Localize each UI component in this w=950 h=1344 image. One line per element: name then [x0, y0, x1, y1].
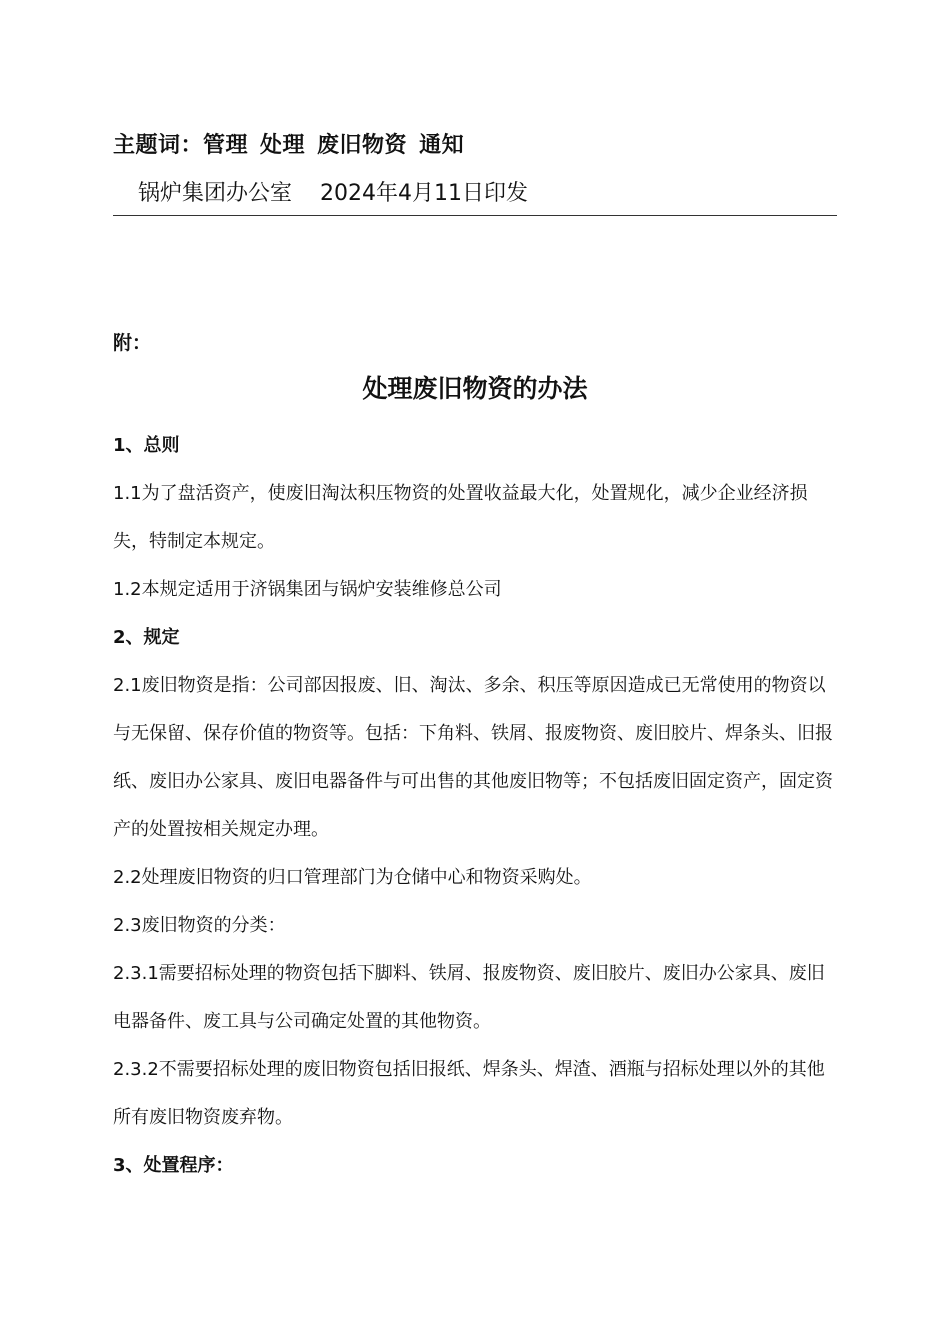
section-heading: 2、规定	[113, 627, 180, 648]
paragraph: 1.2本规定适用于济锅集团与锅炉安装维修总公司	[113, 579, 502, 600]
attachment-label: 附：	[113, 332, 152, 354]
subject-keyword: 废旧物资	[317, 133, 408, 158]
paragraph: 2.1废旧物资是指：公司部因报废、旧、淘汰、多余、积压等原因造成已无常使用的物资以与无保留、保存价值的物资等。包括：下角料、铁屑、报废物资、废旧胶片、焊条头、旧报纸、废旧办公家具、废旧电器备件与可出售的其他废旧物等；不包括废旧固定资产，固定资产的处置按相关规定办理。	[113, 675, 833, 840]
subject-keyword: 通知	[419, 133, 465, 158]
document-body	[113, 422, 839, 1190]
paragraph: 1.1为了盘活资产，使废旧淘汰积压物资的处置收益最大化，处置规化，减少企业经济损失，特制定本规定。	[113, 483, 808, 552]
document-title: 处理废旧物资的办法	[362, 374, 588, 403]
subject-keywords-line	[113, 128, 476, 159]
paragraph: 2.3.2不需要招标处理的废旧物资包括旧报纸、焊条头、焊渣、酒瓶与招标处理以外的其他所有废旧物资废弃物。	[113, 1059, 825, 1128]
section-heading: 1、总则	[113, 435, 180, 456]
issue-date: 2024年4月11日印发	[320, 181, 528, 206]
divider-line	[113, 215, 837, 216]
paragraph: 2.3.1需要招标处理的物资包括下脚料、铁屑、报废物资、废旧胶片、废旧办公家具、废旧电器备件、废工具与公司确定处置的其他物资。	[113, 963, 825, 1032]
subject-label: 主题词：	[113, 133, 204, 158]
section-heading: 3、处置程序：	[113, 1155, 234, 1176]
subject-keyword: 管理	[203, 133, 249, 158]
issue-line	[138, 176, 528, 207]
paragraph: 2.2处理废旧物资的归口管理部门为仓储中心和物资采购处。	[113, 867, 592, 888]
issuer: 锅炉集团办公室	[138, 181, 293, 206]
paragraph: 2.3废旧物资的分类：	[113, 915, 286, 936]
subject-keyword: 处理	[260, 133, 306, 158]
